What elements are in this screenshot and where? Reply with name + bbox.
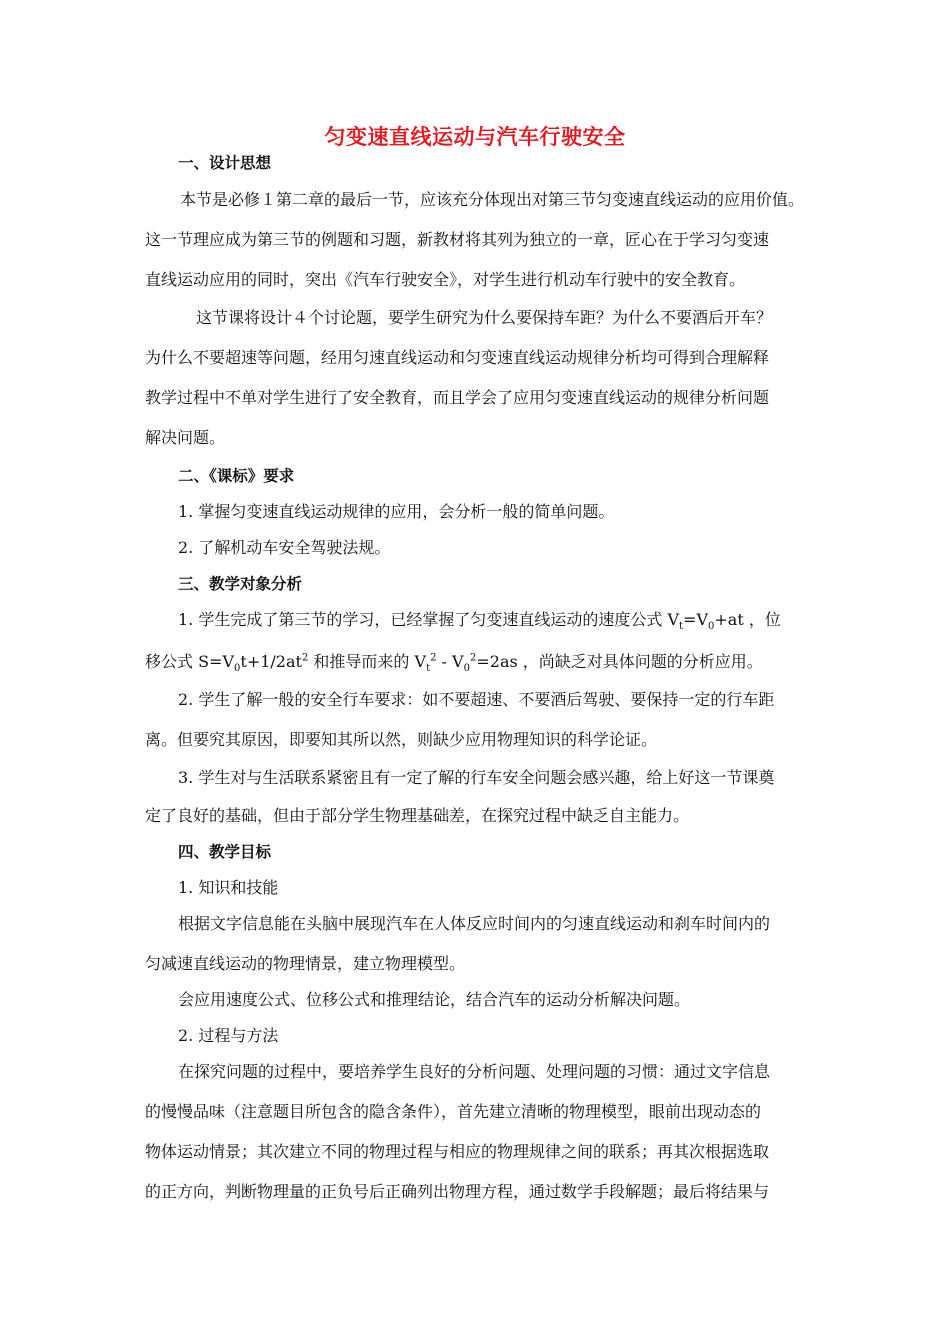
superscript: 2 (430, 652, 437, 664)
paragraph-line: 会应用速度公式、位移公式和推理结论，结合汽车的运动分析解决问题。 (178, 990, 691, 1009)
list-item (178, 610, 781, 633)
subheading: 2. 过程与方法 (178, 1026, 279, 1045)
paragraph-line: 本节是必修１第二章的最后一节，应该充分体现出对第三节匀变速直线运动的应用价值。 (180, 190, 805, 209)
paragraph-line: 离。但要究其原因，即要知其所以然，则缺少应用物理知识的科学论证。 (145, 730, 658, 749)
text-span: =V (683, 610, 708, 629)
formula-line (145, 652, 763, 675)
paragraph-line: 根据文字信息能在头脑中展现汽车在人体反应时间内的匀速直线运动和刹车时间内的 (178, 914, 771, 933)
list-item: 2. 学生了解一般的安全行车要求：如不要超速、不要酒后驾驶、要保持一定的行车距 (178, 690, 775, 709)
paragraph-line: 这节课将设计４个讨论题，要学生研究为什么要保持车距？为什么不要酒后开车？ (196, 308, 773, 327)
paragraph-line: 物体运动情景；其次建立不同的物理过程与相应的物理规律之间的联系；再其次根据选取 (145, 1142, 770, 1161)
subheading: 1. 知识和技能 (178, 878, 279, 897)
paragraph-line: 解决问题。 (145, 428, 226, 447)
superscript: 2 (301, 652, 309, 664)
list-item: 3. 学生对与生活联系紧密且有一定了解的行车安全问题会感兴趣，给上好这一节课奠 (178, 768, 775, 787)
superscript: 2 (469, 652, 477, 664)
list-item: 2. 了解机动车安全驾驶法规。 (178, 538, 391, 557)
list-item: 1. 掌握匀变速直线运动规律的应用，会分析一般的简单问题。 (178, 502, 615, 521)
text-span: +at ，位 (714, 610, 781, 629)
section-heading-students: 三、教学对象分析 (178, 575, 303, 593)
section-heading-standards: 二、《课标》要求 (178, 467, 295, 485)
text-span: =2as ，尚缺乏对具体问题的分析应用。 (476, 652, 763, 671)
subscript: t (426, 663, 431, 675)
paragraph-line: 在探究问题的过程中，要培养学生良好的分析问题、处理问题的习惯：通过文字信息 (178, 1062, 771, 1081)
subscript: 0 (463, 663, 470, 675)
paragraph-line: 的正方向，判断物理量的正负号后正确列出物理方程，通过数学手段解题；最后将结果与 (145, 1182, 770, 1201)
section-heading-goals: 四、教学目标 (178, 843, 272, 861)
paragraph-line: 为什么不要超速等问题，经用匀速直线运动和匀变速直线运动规律分析均可得到合理解释 (145, 348, 770, 367)
subscript: 0 (708, 621, 715, 633)
paragraph-line: 的慢慢品味（注意题目所包含的隐含条件），首先建立清晰的物理模型，眼前出现动态的 (145, 1102, 762, 1121)
text-span: 移公式 S=V (145, 652, 235, 671)
section-heading-design: 一、设计思想 (178, 154, 272, 172)
paragraph-line: 直线运动应用的同时，突出《汽车行驶安全》，对学生进行机动车行驶中的安全教育。 (145, 270, 746, 289)
text-span: 1. 学生完成了第三节的学习，已经掌握了匀变速直线运动的速度公式 V (178, 610, 679, 629)
paragraph-line: 匀减速直线运动的物理情景，建立物理模型。 (145, 954, 466, 973)
document-title: 匀变速直线运动与汽车行驶安全 (324, 124, 626, 149)
subscript: t (679, 621, 684, 633)
paragraph-line: 定了良好的基础，但由于部分学生物理基础差，在探究过程中缺乏自主能力。 (145, 806, 690, 825)
subscript: 0 (234, 663, 241, 675)
paragraph-line: 这一节理应成为第三节的例题和习题，新教材将其列为独立的一章，匠心在于学习匀变速 (145, 230, 770, 249)
text-span: 和推导而来的 V (308, 652, 427, 671)
paragraph-line: 教学过程中不单对学生进行了安全教育，而且学会了应用匀变速直线运动的规律分析问题 (145, 388, 770, 407)
text-span: - V (436, 652, 464, 671)
text-span: t+1/2at (240, 652, 302, 671)
